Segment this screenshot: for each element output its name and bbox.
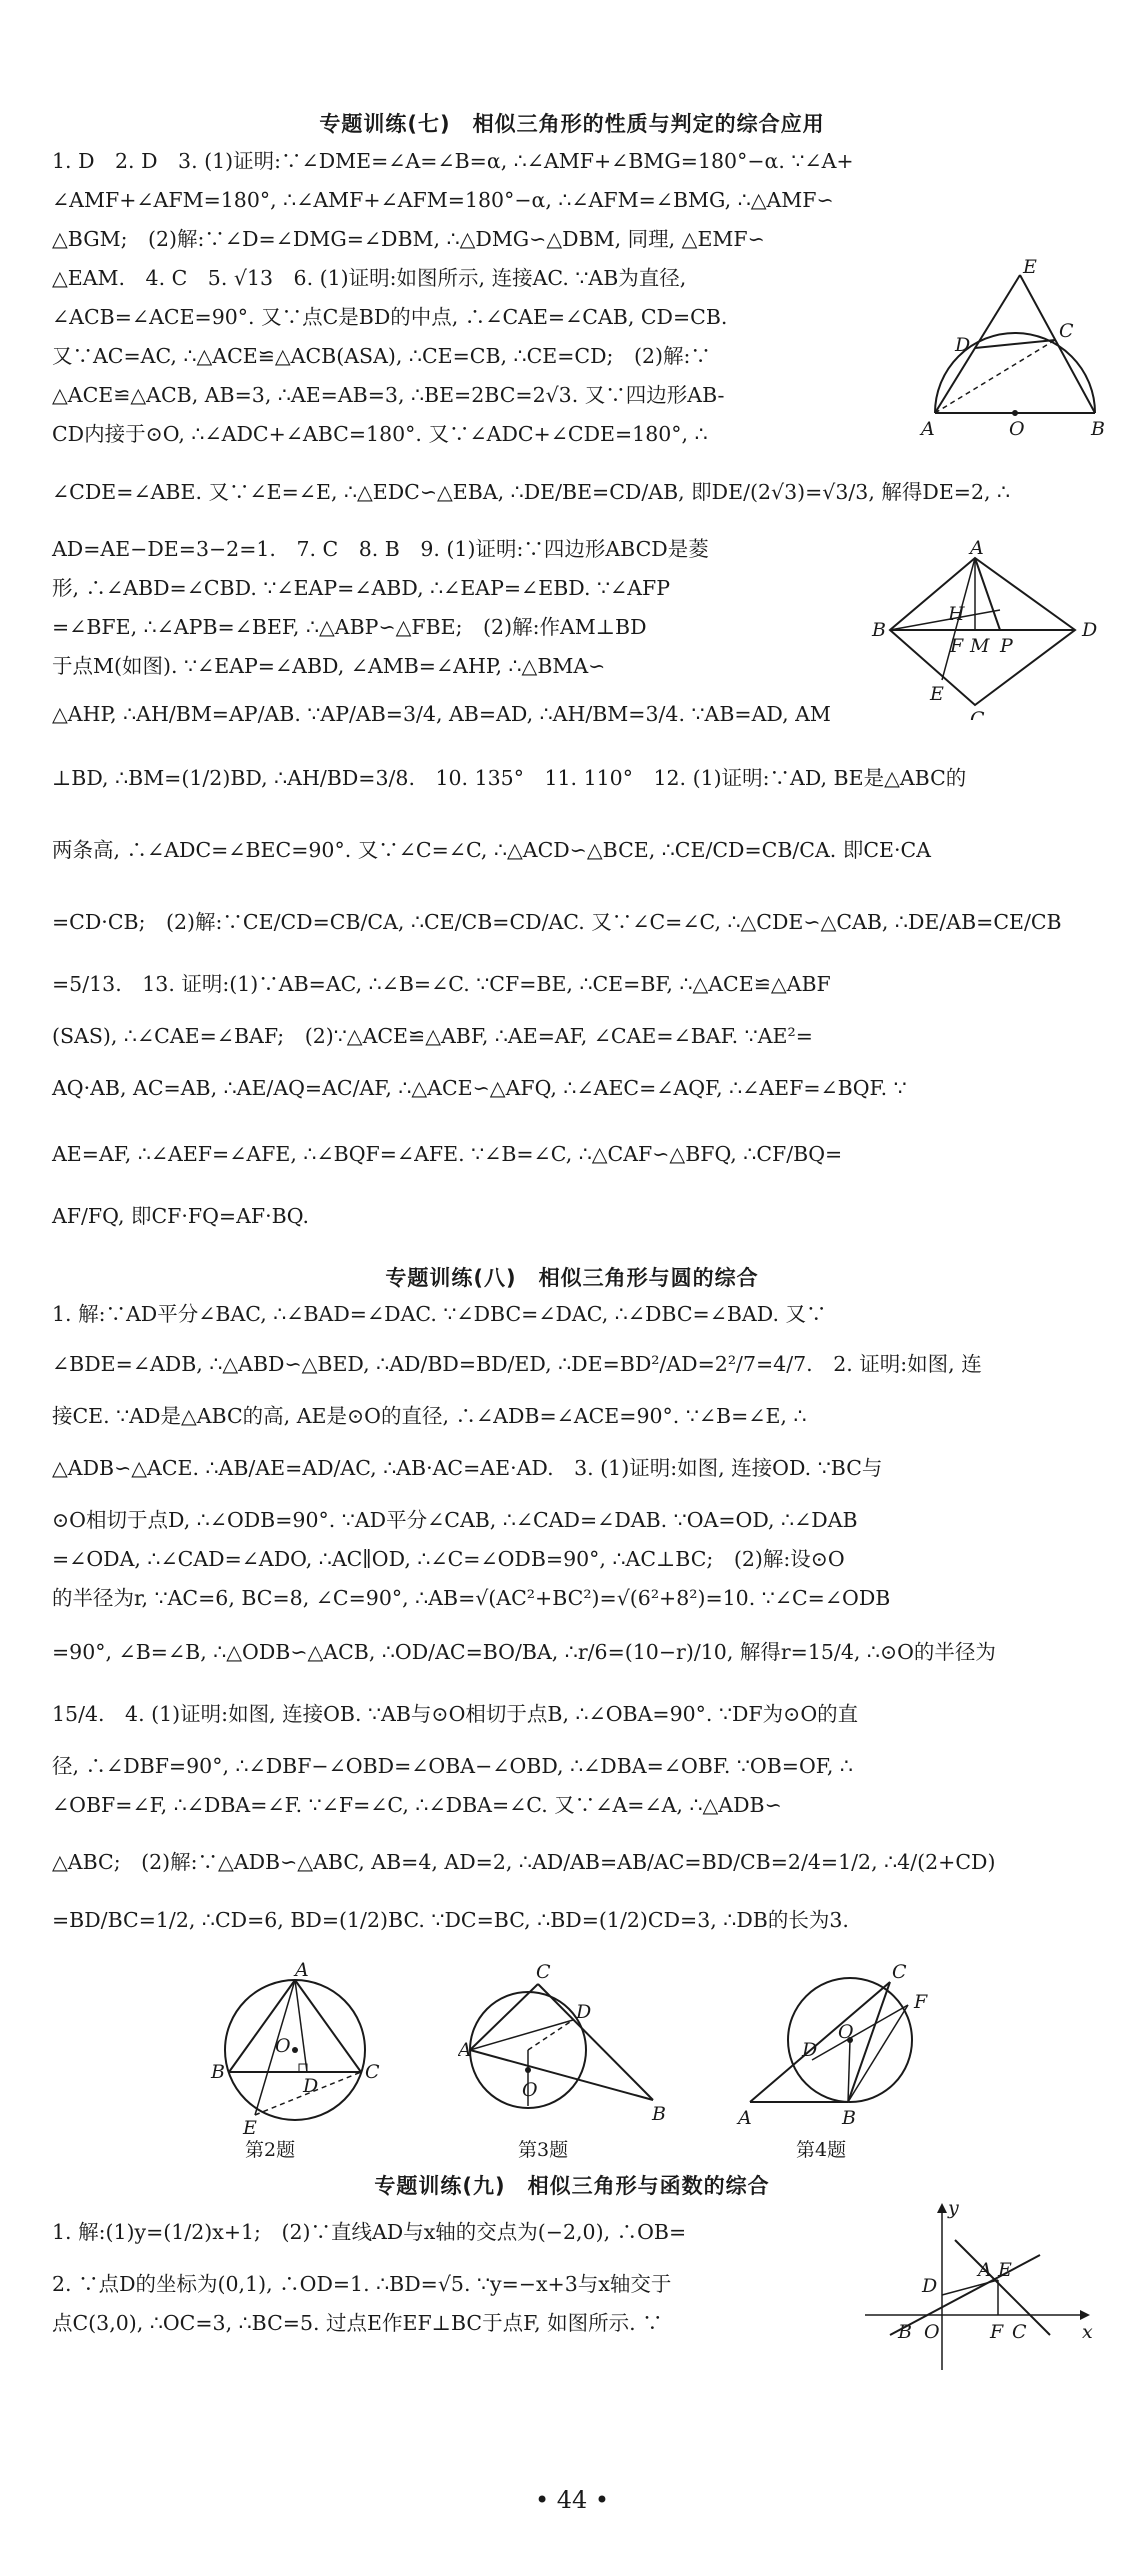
svg-text:B: B bbox=[211, 2061, 225, 2083]
text-line: 1. D 2. D 3. (1)证明:∵∠DME=∠A=∠B=α, ∴∠AMF+∠BMG=180°−α. ∵∠A+ bbox=[52, 149, 854, 173]
text-line: ∠OBF=∠F, ∴∠DBA=∠F. ∵∠F=∠C, ∴∠DBA=∠C. 又∵∠A=∠A, ∴△ADB∽ bbox=[52, 1793, 782, 1817]
svg-text:H: H bbox=[948, 603, 965, 625]
svg-text:E: E bbox=[243, 2117, 257, 2139]
text-line: AQ·AB, AC=AB, ∴AE/AQ=AC/AF, ∴△ACE∽△AFQ, ∴∠AEC=∠AQF, ∴∠AEF=∠BQF. ∵ bbox=[52, 1076, 907, 1100]
text-line: CD内接于⊙O, ∴∠ADC+∠ABC=180°. 又∵∠ADC+∠CDE=180°, ∴ bbox=[52, 422, 708, 446]
text-line: (SAS), ∴∠CAE=∠BAF; (2)∵△ACE≌△ABF, ∴AE=AF, ∠CAE=∠BAF. ∵AE²= bbox=[52, 1024, 813, 1048]
text-line: ∠AMF+∠AFM=180°, ∴∠AMF+∠AFM=180°−α, ∴∠AFM=∠BMG, ∴△AMF∽ bbox=[52, 188, 834, 212]
text-line: △BGM; (2)解:∵∠D=∠DMG=∠DBM, ∴△DMG∽△DBM, 同理, △EMF∽ bbox=[52, 227, 765, 251]
svg-text:O: O bbox=[838, 2021, 854, 2043]
svg-text:D: D bbox=[955, 334, 971, 356]
svg-text:M: M bbox=[970, 635, 990, 657]
text-line: 的半径为r, ∵AC=6, BC=8, ∠C=90°, ∴AB=√(AC²+BC²)=√(6²+8²)=10. ∵∠C=∠ODB bbox=[52, 1586, 891, 1610]
text-line: 2. ∵点D的坐标为(0,1), ∴OD=1. ∴BD=√5. ∵y=−x+3与x轴交于 bbox=[52, 2272, 672, 2296]
svg-text:B: B bbox=[652, 2103, 666, 2125]
text-line: =CD·CB; (2)解:∵CE/CD=CB/CA, ∴CE/CB=CD/AC. 又∵∠C=∠C, ∴△CDE∽△CAB, ∴DE/AB=CE/CB bbox=[52, 910, 1062, 934]
text-line: △EAM. 4. C 5. √13 6. (1)证明:如图所示, 连接AC. ∵AB为直径, bbox=[52, 266, 687, 290]
text-line: 1. 解:∵AD平分∠BAC, ∴∠BAD=∠DAC. ∵∠DBC=∠DAC, ∴∠DBC=∠BAD. 又∵ bbox=[52, 1302, 827, 1326]
text-line: 15/4. 4. (1)证明:如图, 连接OB. ∵AB与⊙O相切于点B, ∴∠OBA=90°. ∵DF为⊙O的直 bbox=[52, 1702, 859, 1726]
svg-text:A: A bbox=[458, 2039, 472, 2061]
text-line: =∠BFE, ∴∠APB=∠BEF, ∴△ABP∽△FBE; (2)解:作AM⊥BD bbox=[52, 615, 647, 639]
svg-text:C: C bbox=[1012, 2321, 1027, 2343]
svg-text:C: C bbox=[970, 708, 985, 720]
svg-text:B: B bbox=[1091, 418, 1105, 440]
svg-text:F: F bbox=[990, 2321, 1004, 2343]
svg-text:B: B bbox=[842, 2107, 856, 2129]
svg-text:C: C bbox=[536, 1961, 551, 1983]
text-line: AD=AE−DE=3−2=1. 7. C 8. B 9. (1)证明:∵四边形ABCD是菱 bbox=[52, 537, 709, 561]
text-line: 点C(3,0), ∴OC=3, ∴BC=5. 过点E作EF⊥BC于点F, 如图所示. ∵ bbox=[52, 2311, 663, 2335]
text-line: △ADB∽△ACE. ∴AB/AE=AD/AC, ∴AB·AC=AE·AD. 3. (1)证明:如图, 连接OD. ∵BC与 bbox=[52, 1456, 883, 1480]
text-line: △AHP, ∴AH/BM=AP/AB. ∵AP/AB=3/4, AB=AD, ∴AH/BM=3/4. ∵AB=AD, AM bbox=[52, 702, 831, 726]
svg-text:B: B bbox=[872, 619, 886, 641]
svg-text:O: O bbox=[1009, 418, 1025, 440]
text-line: ∠ACB=∠ACE=90°. 又∵点C是BD的中点, ∴∠CAE=∠CAB, CD=CB. bbox=[52, 305, 728, 329]
text-line: ⊥BD, ∴BM=(1/2)BD, ∴AH/BD=3/8. 10. 135° 11. 110° 12. (1)证明:∵AD, BE是△ABC的 bbox=[52, 766, 967, 790]
text-line: △ABC; (2)解:∵△ADB∽△ABC, AB=4, AD=2, ∴AD/AB=AB/AC=BD/CB=2/4=1/2, ∴4/(2+CD) bbox=[52, 1850, 996, 1874]
section-8-title: 专题训练(八) 相似三角形与圆的综合 bbox=[385, 1266, 759, 1290]
text-line: 又∵AC=AC, ∴△ACE≌△ACB(ASA), ∴CE=CB, ∴CE=CD; (2)解:∵ bbox=[52, 344, 711, 368]
caption-problem-2: 第2题 bbox=[245, 2139, 296, 2161]
text-line: AE=AF, ∴∠AEF=∠AFE, ∴∠BQF=∠AFE. ∵∠B=∠C, ∴△CAF∽△BFQ, ∴CF/BQ= bbox=[52, 1142, 843, 1166]
figure-problem-2 bbox=[195, 1960, 395, 2165]
svg-text:E: E bbox=[930, 683, 944, 705]
text-line: 1. 解:(1)y=(1/2)x+1; (2)∵直线AD与x轴的交点为(−2,0), ∴OB= bbox=[52, 2220, 687, 2244]
text-line: 径, ∴∠DBF=90°, ∴∠DBF−∠OBD=∠OBA−∠OBD, ∴∠DBA=∠OBF. ∵OB=OF, ∴ bbox=[52, 1754, 853, 1778]
svg-text:O: O bbox=[275, 2035, 291, 2057]
figure-problem-6 bbox=[915, 255, 1105, 440]
text-line: ∠BDE=∠ADB, ∴△ABD∽△BED, ∴AD/BD=BD/ED, ∴DE=BD²/AD=2²/7=4/7. 2. 证明:如图, 连 bbox=[52, 1352, 982, 1376]
caption-problem-4: 第4题 bbox=[796, 2139, 847, 2161]
svg-text:E: E bbox=[1023, 256, 1037, 278]
text-line: AF/FQ, 即CF·FQ=AF·BQ. bbox=[52, 1204, 310, 1228]
svg-text:O: O bbox=[924, 2321, 940, 2343]
svg-text:O: O bbox=[522, 2079, 538, 2101]
text-line: 接CE. ∵AD是△ABC的高, AE是⊙O的直径, ∴∠ADB=∠ACE=90°. ∵∠B=∠E, ∴ bbox=[52, 1404, 807, 1428]
caption-problem-3: 第3题 bbox=[518, 2139, 569, 2161]
svg-text:A: A bbox=[295, 1960, 309, 1981]
svg-text:F: F bbox=[914, 1991, 928, 2013]
svg-text:D: D bbox=[576, 2001, 592, 2023]
svg-text:D: D bbox=[922, 2275, 938, 2297]
svg-text:A: A bbox=[978, 2259, 992, 2281]
svg-text:C: C bbox=[365, 2061, 380, 2083]
svg-text:P: P bbox=[1000, 635, 1013, 657]
svg-text:A: A bbox=[738, 2107, 752, 2129]
figure-problem-3 bbox=[458, 1960, 678, 2165]
svg-text:x: x bbox=[1082, 2321, 1093, 2343]
text-line: =∠ODA, ∴∠CAD=∠ADO, ∴AC∥OD, ∴∠C=∠ODB=90°, ∴AC⊥BC; (2)解:设⊙O bbox=[52, 1547, 845, 1571]
text-line: =BD/BC=1/2, ∴CD=6, BD=(1/2)BC. ∵DC=BC, ∴BD=(1/2)CD=3, ∴DB的长为3. bbox=[52, 1908, 849, 1932]
figure-section-9 bbox=[860, 2200, 1100, 2375]
svg-text:D: D bbox=[802, 2039, 818, 2061]
section-9-title: 专题训练(九) 相似三角形与函数的综合 bbox=[374, 2174, 770, 2198]
svg-text:D: D bbox=[303, 2075, 319, 2097]
text-line: =90°, ∠B=∠B, ∴△ODB∽△ACB, ∴OD/AC=BO/BA, ∴r/6=(10−r)/10, 解得r=15/4, ∴⊙O的半径为 bbox=[52, 1640, 996, 1664]
page-number: • 44 • bbox=[534, 2486, 610, 2514]
svg-text:A: A bbox=[970, 540, 984, 559]
text-line: ∠CDE=∠ABE. 又∵∠E=∠E, ∴△EDC∽△EBA, ∴DE/BE=CD/AB, 即DE/(2√3)=√3/3, 解得DE=2, ∴ bbox=[52, 480, 1011, 504]
svg-text:F: F bbox=[950, 635, 964, 657]
text-line: 两条高, ∴∠ADC=∠BEC=90°. 又∵∠C=∠C, ∴△ACD∽△BCE, ∴CE/CD=CB/CA. 即CE·CA bbox=[52, 838, 931, 862]
svg-text:C: C bbox=[1059, 320, 1074, 342]
text-line: 于点M(如图). ∵∠EAP=∠ABD, ∠AMB=∠AHP, ∴△BMA∽ bbox=[52, 654, 606, 678]
text-line: 形, ∴∠ABD=∠CBD. ∵∠EAP=∠ABD, ∴∠EAP=∠EBD. ∵∠AFP bbox=[52, 576, 671, 600]
text-line: △ACE≌△ACB, AB=3, ∴AE=AB=3, ∴BE=2BC=2√3. 又∵四边形AB- bbox=[52, 383, 725, 407]
svg-text:D: D bbox=[1082, 619, 1098, 641]
figure-problem-9 bbox=[870, 540, 1110, 720]
svg-text:B: B bbox=[898, 2321, 912, 2343]
figure-problem-4 bbox=[730, 1960, 960, 2165]
svg-text:E: E bbox=[998, 2259, 1012, 2281]
svg-text:C: C bbox=[892, 1961, 907, 1983]
svg-text:A: A bbox=[921, 418, 935, 440]
svg-text:y: y bbox=[948, 2200, 959, 2219]
section-7-title: 专题训练(七) 相似三角形的性质与判定的综合应用 bbox=[319, 112, 825, 136]
text-line: ⊙O相切于点D, ∴∠ODB=90°. ∵AD平分∠CAB, ∴∠CAD=∠DAB. ∵OA=OD, ∴∠DAB bbox=[52, 1508, 858, 1532]
text-line: =5/13. 13. 证明:(1)∵AB=AC, ∴∠B=∠C. ∵CF=BE, ∴CE=BF, ∴△ACE≌△ABF bbox=[52, 972, 831, 996]
